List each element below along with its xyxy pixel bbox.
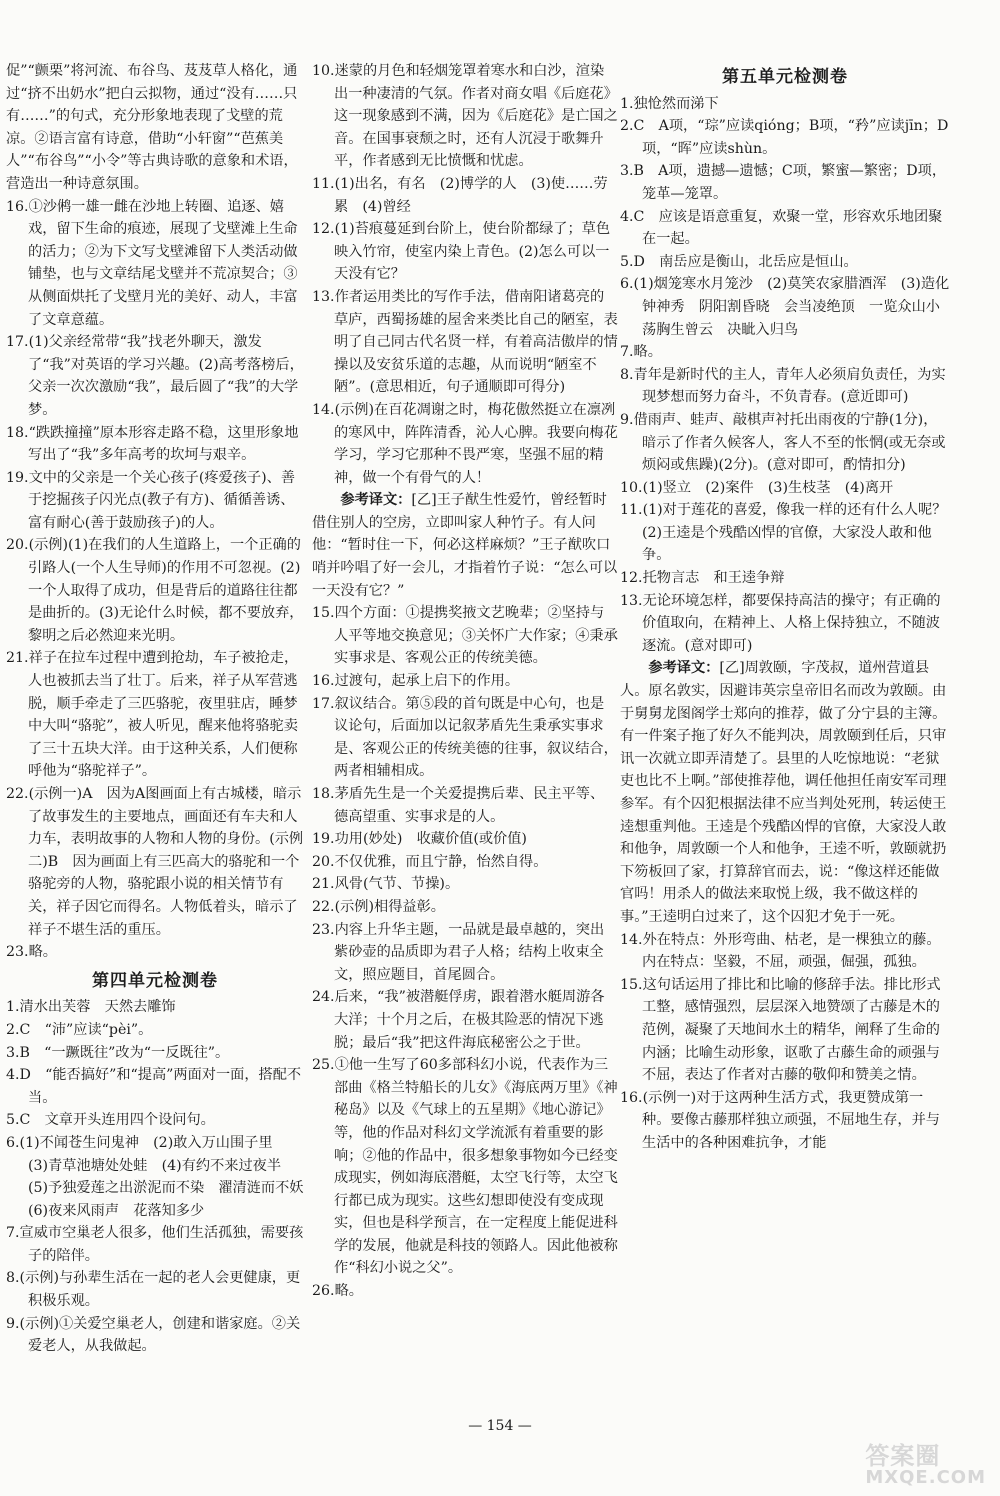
answer-item: [6, 331, 304, 421]
answer-item: [312, 399, 618, 489]
answer-number: 23.: [312, 921, 335, 938]
answer-text: D 南岳应是衡山，北岳应是恒山。: [633, 253, 858, 270]
answer-number: 6.: [6, 1134, 20, 1151]
answer-number: 4.: [6, 1067, 20, 1084]
answer-text: 作者运用类比的写作手法，借南阳诸葛亮的草庐，西蜀扬雄的屋舍来类比自己的陋室，表明了自己同古代名贤一样，有着高洁傲岸的情操以及安贫乐道的志趣，从而说明“陋室不陋”。(意思相近，句子通顺即可得分): [334, 288, 618, 396]
answer-number: 1.: [620, 95, 634, 112]
answer-text: (1)烟笼寒水月笼沙 (2)莫笑农家腊酒浑 (3)造化钟神秀 阴阳割昏晓 会当凌绝顶 一览众山小 荡胸生曾云 决眦入归鸟: [633, 276, 955, 338]
answer-item: [620, 974, 950, 1087]
answer-item: [312, 602, 618, 670]
answer-item: [6, 783, 304, 941]
answer-text: 略。: [633, 344, 662, 361]
answer-number: 19.: [312, 831, 335, 848]
answer-item: [6, 1313, 304, 1358]
answer-item: [312, 670, 618, 693]
answer-text: ①他一生写了60多部科幻小说，代表作为三部曲《格兰特船长的儿女》《海底两万里》《神秘岛》以及《气球上的五星期》《地心游记》等，他的作品对科幻文学流派有着重要的影响；②他的作品中，很多想象事物如今已经变成现实，例如海底潜艇，太空飞行等，太空飞行都已成为现实。这些幻想即使没有变成现实，但也是科学预言，在一定程度上能促进科学的发展，他就是科技的领路人。因此他被称作“科幻小说之父”。: [334, 1057, 618, 1277]
answer-text: 托物言志 和王逵争辩: [642, 570, 785, 587]
answer-text: 风骨(气节、节操)。: [334, 876, 460, 893]
answer-item: [312, 60, 618, 173]
answer-number: 17.: [6, 334, 29, 351]
answer-number: 3.: [620, 163, 634, 180]
answer-text: (1)父亲经常带“我”找老外聊天，激发了“我”对英语的学习兴趣。(2)高考落榜后，父亲一次次激励“我”，最后圆了“我”的大学梦。: [28, 334, 304, 418]
answer-text: C A项，“琮”应读qióng；B项，“矜”应读jīn；D项，“晖”应读shùn。: [633, 118, 949, 157]
answer-item: [6, 1267, 304, 1312]
answer-item: [6, 196, 304, 332]
answer-text: 过渡句，起承上启下的作用。: [334, 673, 520, 690]
answer-number: 19.: [6, 469, 29, 486]
answer-item: [312, 919, 618, 987]
answer-text: 独怆然而涕下: [633, 95, 719, 112]
answer-text: ①沙鸺一雄一雌在沙地上转圈、追逐、嬉戏，留下生命的痕迹，展现了戈壁滩上生命的活力；②为下文写戈壁滩留下人类活动做铺垫，也与文章结尾戈壁并不荒凉契合；③从侧面烘托了戈壁月光的美好、动人，丰富了文章意蕴。: [28, 198, 298, 328]
answer-number: 22.: [6, 786, 29, 802]
answer-number: 16.: [312, 673, 335, 690]
answer-text: 略。: [28, 944, 57, 961]
answer-item: [312, 218, 618, 286]
answer-text: C 应该是语意重复，欢聚一堂，形容欢乐地团聚在一起。: [633, 208, 943, 248]
answer-item: [312, 851, 618, 874]
answer-number: 6.: [620, 276, 634, 293]
answer-item: [620, 251, 950, 274]
column-right: [620, 60, 955, 1155]
answer-number: 20.: [312, 853, 335, 870]
answer-item: [620, 409, 950, 477]
answer-number: 7.: [6, 1225, 20, 1242]
answer-text: 叙议结合。第⑤段的首句既是中心句，也是议论句，后面加以记叙茅盾先生秉承实事求是、客观公正的传统美德的往事，叙议结合，两者相辅相成。: [334, 695, 618, 780]
answer-item: [312, 783, 618, 828]
answer-item: [6, 647, 304, 783]
answer-item: [620, 273, 955, 341]
reference-translation: [312, 489, 618, 602]
answer-item: [312, 828, 618, 851]
answer-number: 4.: [620, 208, 634, 225]
answer-item: [312, 873, 618, 896]
answer-number: 16.: [6, 198, 29, 215]
answer-number: 14.: [312, 401, 335, 418]
watermark-logo-text: 答案圈: [865, 1442, 941, 1470]
answer-number: 21.: [312, 876, 335, 893]
answer-text: C 文章开头连用四个设问句。: [19, 1112, 215, 1129]
answer-number: 25.: [312, 1057, 335, 1074]
answer-text: 祥子在拉车过程中遭到抢劫，车子被抢走，人也被抓去当了壮丁。后来，祥子从军营逃脱，顺手牵走了三匹骆驼，夜里驻店，睡梦中大叫“骆驼”，被人听见，醒来他将骆驼卖了三十五块大洋。由于这种关系，人们便称呼他为“骆驼祥子”。: [28, 650, 299, 780]
answer-item: [6, 1042, 304, 1065]
answer-text: (1)出名，有名 (2)博学的人 (3)使……劳累 (4)曾经: [334, 175, 608, 215]
answer-item: [6, 1064, 304, 1109]
answer-item: [620, 206, 950, 251]
answer-item: [620, 477, 950, 500]
answer-item: [6, 534, 304, 647]
answer-item: [6, 1222, 304, 1267]
answer-item: [620, 341, 950, 364]
reference-text: [乙]王子猷生性爱竹，曾经暂时借住别人的空房，立即叫家人种竹子。有人问他：“暂时住一下，何必这样麻烦？”王子猷吹口哨并吟唱了好一会儿，才指着竹子说：“怎么可以一天没有它？”: [312, 492, 618, 599]
answer-text: B “一蹶既往”改为“一反既往”。: [19, 1044, 230, 1061]
answer-number: 17.: [312, 695, 335, 712]
answer-text: (示例)①关爱空巢老人，创建和谐家庭。②关爱老人，从我做起。: [19, 1315, 301, 1355]
section-title: 第四单元检测卷: [92, 970, 218, 991]
watermark-logo: [865, 1436, 986, 1488]
answer-number: 5.: [6, 1112, 20, 1129]
answer-item: [6, 1019, 304, 1042]
answer-number: 2.: [6, 1021, 20, 1038]
column-middle: [312, 60, 618, 1303]
answer-number: 11.: [312, 175, 335, 192]
answer-number: 12.: [620, 570, 643, 587]
answer-text: 迷蒙的月色和轻烟笼罩着寒水和白沙，渲染出一种凄清的气氛。作者对商女唱《后庭花》这一现象感到不满，因为《后庭花》是亡国之音。在国事衰颓之时，还有人沉浸于歌舞升平，作者感到无比愤慨和忧虑。: [334, 63, 618, 170]
answer-continuation: 促”“颤栗”将河流、布谷鸟、芨芨草人格化，通过“挤不出奶水”把白云拟物，通过“没有……只有……”的句式，充分形象地表现了戈壁的荒凉。②语言富有诗意，借助“小轩窗”“芭蕉美人”“布谷鸟”“小令”等古典诗歌的意象和术语，营造出一种诗意氛围。: [6, 63, 298, 192]
answer-number: 9.: [6, 1315, 20, 1332]
answer-item: [620, 1087, 950, 1155]
answer-number: 9.: [620, 411, 634, 428]
answer-item: [6, 422, 304, 467]
answer-text: D “能否搞好”和“提高”两面对一面，搭配不当。: [19, 1067, 302, 1106]
answer-number: 13.: [620, 592, 643, 609]
answer-item: [620, 499, 950, 567]
answer-number: 8.: [620, 366, 634, 383]
reference-text: [乙]周敦颐，字茂叔，道州营道县人。原名敦实，因避讳英宗皇帝旧名而改为敦颐。由于舅舅龙图阁学士郑向的推荐，做了分宁县的主簿。有一件案子拖了好久不能判决，周敦颐到任后，只审讯一次就立即弄清楚了。县里的人吃惊地说：“老狱吏也比不上啊。”部使推荐他，调任他担任南安军司理参军。有个囚犯根据法律不应当判处死刑，转运使王逵想重判他。王逵是个残酷凶悍的官僚，大家没人敢和他争，周敦颐一个人和他争，王逵不听，敦颐就扔下笏板回了家，打算辞官而去，说：“像这样还能做官吗！用杀人的做法来取悦上级，我不做这样的事。”王逵明白过来了，这个囚犯才免于一死。: [620, 660, 947, 925]
answer-item: [620, 590, 950, 658]
answer-item: [6, 1109, 304, 1132]
answer-number: 11.: [620, 502, 643, 519]
reference-translation: [620, 657, 950, 928]
answer-text: 不仅优雅，而且宁静，怡然自得。: [334, 853, 548, 870]
answer-number: 14.: [620, 931, 643, 948]
answer-text: 外在特点：外形弯曲、枯老，是一棵独立的藤。内在特点：坚毅，不屈，顽强，倔强，孤独。: [642, 931, 941, 971]
answer-number: 5.: [620, 253, 634, 270]
answer-number: 24.: [312, 989, 335, 1006]
answer-item: [312, 286, 618, 399]
answer-text: 青年是新时代的主人，青年人必须肩负责任，为实现梦想而努力奋斗，不负青春。(意近即可): [633, 366, 946, 406]
answer-item: [312, 1280, 618, 1303]
answer-number: 10.: [620, 479, 643, 496]
answer-text: (示例)与孙辈生活在一起的老人会更健康，更积极乐观。: [19, 1270, 301, 1310]
answer-text: C “沛”应读“pèi”。: [19, 1021, 153, 1038]
answer-item: [312, 896, 618, 919]
answer-text: (示例)相得益彰。: [334, 898, 445, 915]
answer-text: (示例)在百花凋谢之时，梅花傲然挺立在凛冽的寒风中，阵阵清香，沁人心脾。我要向梅花学习，学习它那种不畏严寒，坚强不屈的精神，做一个有骨气的人！: [334, 401, 618, 486]
answer-item: [312, 693, 618, 783]
section-title: 第五单元检测卷: [722, 67, 848, 87]
answer-number: 21.: [6, 650, 29, 667]
answer-text: (1)苔痕蔓延到台阶上，使台阶都绿了；草色映入竹帘，使室内染上青色。(2)怎么可以一天没有它？: [334, 221, 611, 283]
answer-item: [6, 996, 304, 1019]
answer-number: 16.: [620, 1089, 643, 1106]
answer-number: 13.: [312, 288, 335, 305]
answer-text: (1)不闻苍生问鬼神 (2)敢入万山围子里 (3)青草池塘处处蛙 (4)有约不来过夜半 (5)予独爱莲之出淤泥而不染 濯清涟而不妖 (6)夜来风雨声 花落知多少: [19, 1134, 318, 1219]
reference-label: 参考译文：: [648, 660, 720, 677]
column-left: [6, 60, 318, 1358]
answer-number: 20.: [6, 537, 29, 554]
answer-number: 3.: [6, 1044, 20, 1061]
answer-item: [620, 160, 950, 205]
answer-text: (1)对于莲花的喜爱，像我一样的还有什么人呢？ (2)王逵是个残酷凶悍的官僚，大家没人敢和他争。: [642, 502, 947, 564]
answer-number: 7.: [620, 344, 634, 361]
answer-text: 后来，“我”被潜艇俘虏，跟着潜水艇周游各大洋；十个月之后，在极其险恶的情况下逃脱；最后“我”把这件海底秘密公之于世。: [334, 989, 605, 1051]
answer-item: [6, 941, 304, 964]
answer-number: 15.: [312, 605, 335, 622]
answer-item: [6, 1132, 318, 1222]
answer-number: 8.: [6, 1270, 20, 1287]
answer-text: 无论环境怎样，都要保持高洁的操守；有正确的价值取向，在精神上、人格上保持独立，不随波逐流。(意对即可): [642, 592, 941, 654]
answer-text: 这句话运用了排比和比喻的修辞手法。排比形式工整，感情强烈，层层深入地赞颂了古藤是木的范例，凝聚了天地间水土的精华，阐释了生命的内涵；比喻生动形象，讴歌了古藤生命的顽强与不屈，表达了作者对古藤的敬仰和赞美之情。: [642, 976, 941, 1084]
answer-text: 四个方面：①提携奖掖文艺晚辈；②坚持与人平等地交换意见；③关怀广大作家；④秉承实事求是、客观公正的传统美德。: [334, 605, 618, 667]
answer-text: (示例一)A 因为A图画面上有古城楼，暗示了故事发生的主要地点，画面还有车夫和人力车，表明故事的人物和人物的身份。(示例二)B 因为画面上有三匹高大的骆驼和一个骆驼旁的人物，骆驼跟小说的相关情节有关，祥子因它而得名。人物低着头，暗示了祥子不堪生活的重压。: [28, 786, 304, 938]
answer-text: 清水出芙蓉 天然去雕饰: [19, 999, 176, 1016]
answer-text: 内容上升华主题，一品就是最卓越的，突出紫砂壶的品质即为君子人格；结构上收束全文，照应题目，首尾圆合。: [334, 921, 605, 983]
answer-number: 2.: [620, 118, 634, 135]
answer-item: [312, 1054, 618, 1280]
answer-text: 文中的父亲是一个关心孩子(疼爱孩子)、善于挖掘孩子闪光点(教子有方)、循循善诱、富有耐心(善于鼓励孩子)的人。: [28, 469, 296, 531]
answer-text: “跌跌撞撞”原本形容走路不稳，这里形象地写出了“我”多年高考的坎坷与艰辛。: [28, 424, 299, 464]
answer-text: (示例)(1)在我们的人生道路上，一个正确的引路人(一个人生导师)的作用不可忽视。(2)一个人取得了成功，但是背后的道路往往都是曲折的。(3)无论什么时候，都不要放弃，黎明之后必然迎来光明。: [28, 537, 304, 644]
answer-number: 18.: [6, 424, 29, 441]
answer-number: 23.: [6, 944, 29, 961]
page-number: — 154 —: [468, 1418, 532, 1434]
answer-number: 22.: [312, 898, 335, 915]
answer-text: (示例一)对于这两种生活方式，我更赞成第一种。要像古藤那样独立顽强，不屈地生存，并与生活中的各种困难抗争，才能: [642, 1089, 940, 1151]
answer-text: 茅盾先生是一个关爱提携后辈、民主平等、德高望重、实事求是的人。: [334, 786, 605, 825]
answer-text: (1)竖立 (2)案件 (3)生枝茎 (4)离开: [642, 479, 894, 496]
reference-label: 参考译文：: [340, 492, 412, 509]
answer-number: 15.: [620, 976, 643, 993]
answer-number: 12.: [312, 221, 335, 238]
answer-text: 借雨声、蛙声、敲棋声衬托出雨夜的宁静(1分)，暗示了作者久候客人，客人不至的怅惘(或无奈或烦闷或焦躁)(2分)。(意对即可，酌情扣分): [633, 411, 946, 474]
answer-text: B A项，遗撼—遗憾；C项，繁蜜—繁密；D项，笼革—笼罩。: [633, 163, 947, 202]
answer-number: 1.: [6, 999, 20, 1016]
answer-item: [620, 93, 950, 116]
answer-number: 18.: [312, 786, 335, 802]
answer-item: [620, 929, 950, 974]
watermark-url: MXQE.COM: [865, 1467, 986, 1488]
answer-item: [620, 567, 950, 590]
answer-item: [620, 115, 950, 160]
answer-number: 26.: [312, 1283, 335, 1300]
answer-item: [312, 173, 618, 218]
answer-text: 宣威市空巢老人很多，他们生活孤独，需要孩子的陪伴。: [19, 1225, 304, 1264]
answer-text: 功用(妙处) 收藏价值(或价值): [334, 831, 527, 848]
answer-item: [6, 467, 304, 535]
answer-item: [312, 986, 618, 1054]
answer-number: 10.: [312, 63, 335, 79]
answer-item: [620, 364, 950, 409]
answer-text: 略。: [334, 1283, 363, 1300]
